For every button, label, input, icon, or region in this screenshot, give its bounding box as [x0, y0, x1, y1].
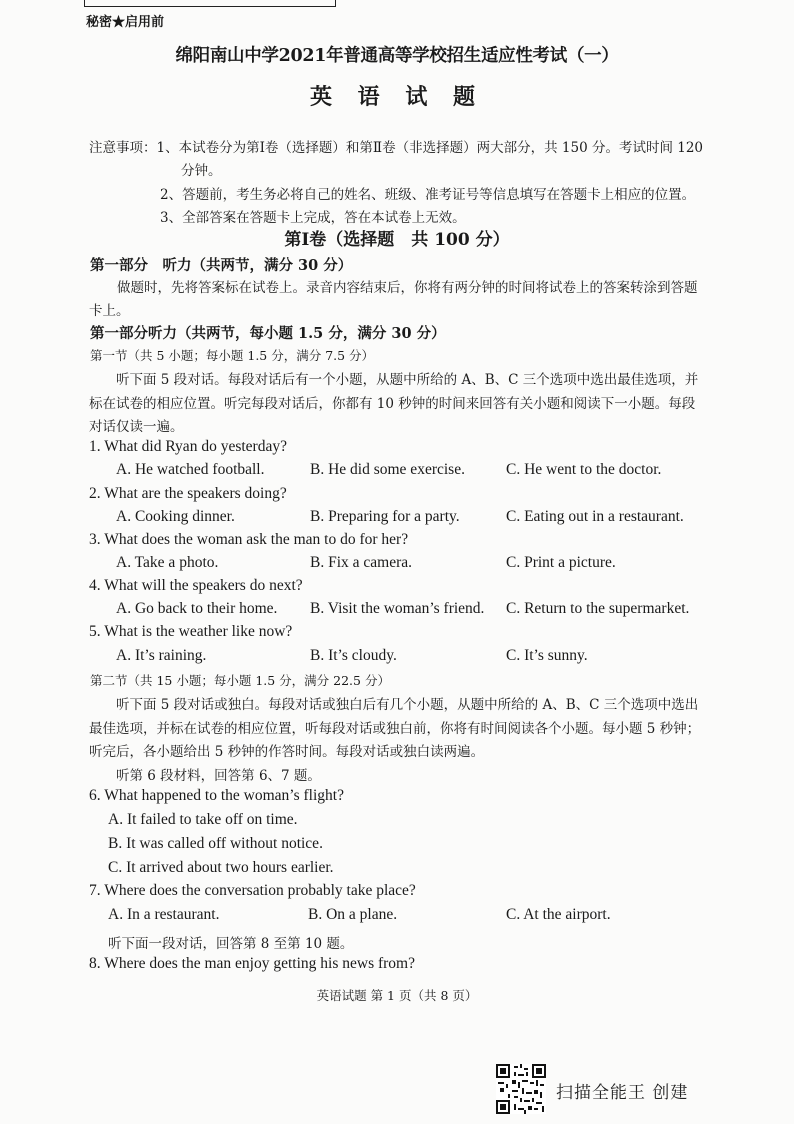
exam-title: 绵阳南山中学2021年普通高等学校招生适应性考试（一）	[175, 46, 619, 66]
option-a: A. Cooking dinner.	[116, 508, 235, 525]
volume-1-title: 第Ⅰ卷（选择题 共 100 分）	[284, 230, 510, 250]
question-stem: 6. What happened to the woman’s flight?	[89, 787, 344, 804]
option-a: A. Go back to their home.	[116, 600, 278, 617]
question-stem: 4. What will the speakers do next?	[89, 577, 303, 594]
section-1-instruction-3: 对话仅读一遍。	[89, 419, 184, 435]
option-b: B. It’s cloudy.	[310, 647, 397, 664]
top-border-box	[84, 0, 336, 7]
section-2-instruction: 听下面 5 段对话或独白。每段对话或独白后有几个小题，从题中所给的 A、B、C 三个选项中选出	[116, 697, 699, 713]
section-2-instruction-2: 最佳选项，并标在试卷的相应位置，听每段对话或独白前，你将有时间阅读各个小题。每小题 5 秒钟；	[89, 721, 701, 737]
part-1-heading: 第一部分 听力（共两节，满分 30 分）	[90, 257, 353, 274]
note-1: 注意事项：1、本试卷分为第Ⅰ卷（选择题）和第Ⅱ卷（非选择题）两大部分，共 150 分。考试时间 120	[89, 140, 704, 156]
option-c: C. It’s sunny.	[506, 647, 588, 664]
scanner-brand-text: 扫描全能王 创建	[556, 1083, 689, 1103]
page-footer: 英语试题 第 1 页（共 8 页）	[316, 988, 478, 1003]
secret-label: 秘密★启用前	[86, 15, 165, 30]
question-stem: 2. What are the speakers doing?	[89, 485, 287, 502]
section-1-heading: 第一节（共 5 小题；每小题 1.5 分，满分 7.5 分）	[90, 348, 375, 363]
option-a: A. In a restaurant.	[108, 906, 220, 923]
note-1-continued: 分钟。	[181, 163, 222, 179]
option-c: C. At the airport.	[506, 906, 611, 923]
subject-title: 英 语 试 题	[310, 84, 484, 110]
question-stem: 5. What is the weather like now?	[89, 623, 293, 640]
note-2: 2、答题前，考生务必将自己的姓名、班级、准考证号等信息填写在答题卡上相应的位置。	[160, 187, 696, 203]
option-b: B. Visit the woman’s friend.	[310, 600, 485, 617]
option-a: A. It’s raining.	[116, 647, 207, 664]
part-1-instruction: 做题时，先将答案标在试卷上。录音内容结束后，你将有两分钟的时间将试卷上的答案转涂到答题	[117, 280, 698, 296]
option-c: C. He went to the doctor.	[506, 461, 662, 478]
option-a: A. He watched football.	[116, 461, 265, 478]
option-a: A. It failed to take off on time.	[108, 811, 298, 828]
option-b: B. He did some exercise.	[310, 461, 465, 478]
material-6-instruction: 听第 6 段材料，回答第 6、7 题。	[116, 768, 321, 784]
option-c: C. Eating out in a restaurant.	[506, 508, 684, 525]
option-b: B. Fix a camera.	[310, 554, 413, 571]
part-1-heading-2: 第一部分听力（共两节，每小题 1.5 分，满分 30 分）	[90, 325, 446, 342]
note-3: 3、全部答案在答题卡上完成，答在本试卷上无效。	[160, 210, 466, 226]
qr-code-icon	[496, 1064, 546, 1114]
material-8-instruction: 听下面一段对话，回答第 8 至第 10 题。	[108, 936, 354, 952]
option-c: C. Return to the supermarket.	[506, 600, 690, 617]
question-stem: 3. What does the woman ask the man to do for her?	[89, 531, 409, 548]
option-a: A. Take a photo.	[116, 554, 219, 571]
option-b: B. On a plane.	[308, 906, 398, 923]
option-b: B. It was called off without notice.	[108, 835, 323, 852]
section-1-instruction: 听下面 5 段对话。每段对话后有一个小题，从题中所给的 A、B、C 三个选项中选出最佳选项，并	[116, 372, 699, 388]
question-stem: 8. Where does the man enjoy getting his news from?	[89, 955, 415, 972]
option-c: C. Print a picture.	[506, 554, 616, 571]
part-1-instruction-continued: 卡上。	[89, 303, 130, 319]
section-2-instruction-3: 听完后，各小题给出 5 秒钟的作答时间。每段对话或独白读两遍。	[89, 744, 485, 760]
question-stem: 1. What did Ryan do yesterday?	[89, 438, 287, 455]
section-2-heading: 第二节（共 15 小题；每小题 1.5 分，满分 22.5 分）	[90, 673, 390, 688]
option-b: B. Preparing for a party.	[310, 508, 460, 525]
option-c: C. It arrived about two hours earlier.	[108, 859, 334, 876]
section-1-instruction-2: 标在试卷的相应位置。听完每段对话后，你都有 10 秒钟的时间来回答有关小题和阅读下一小题。每段	[89, 396, 696, 412]
question-stem: 7. Where does the conversation probably take place?	[89, 882, 416, 899]
